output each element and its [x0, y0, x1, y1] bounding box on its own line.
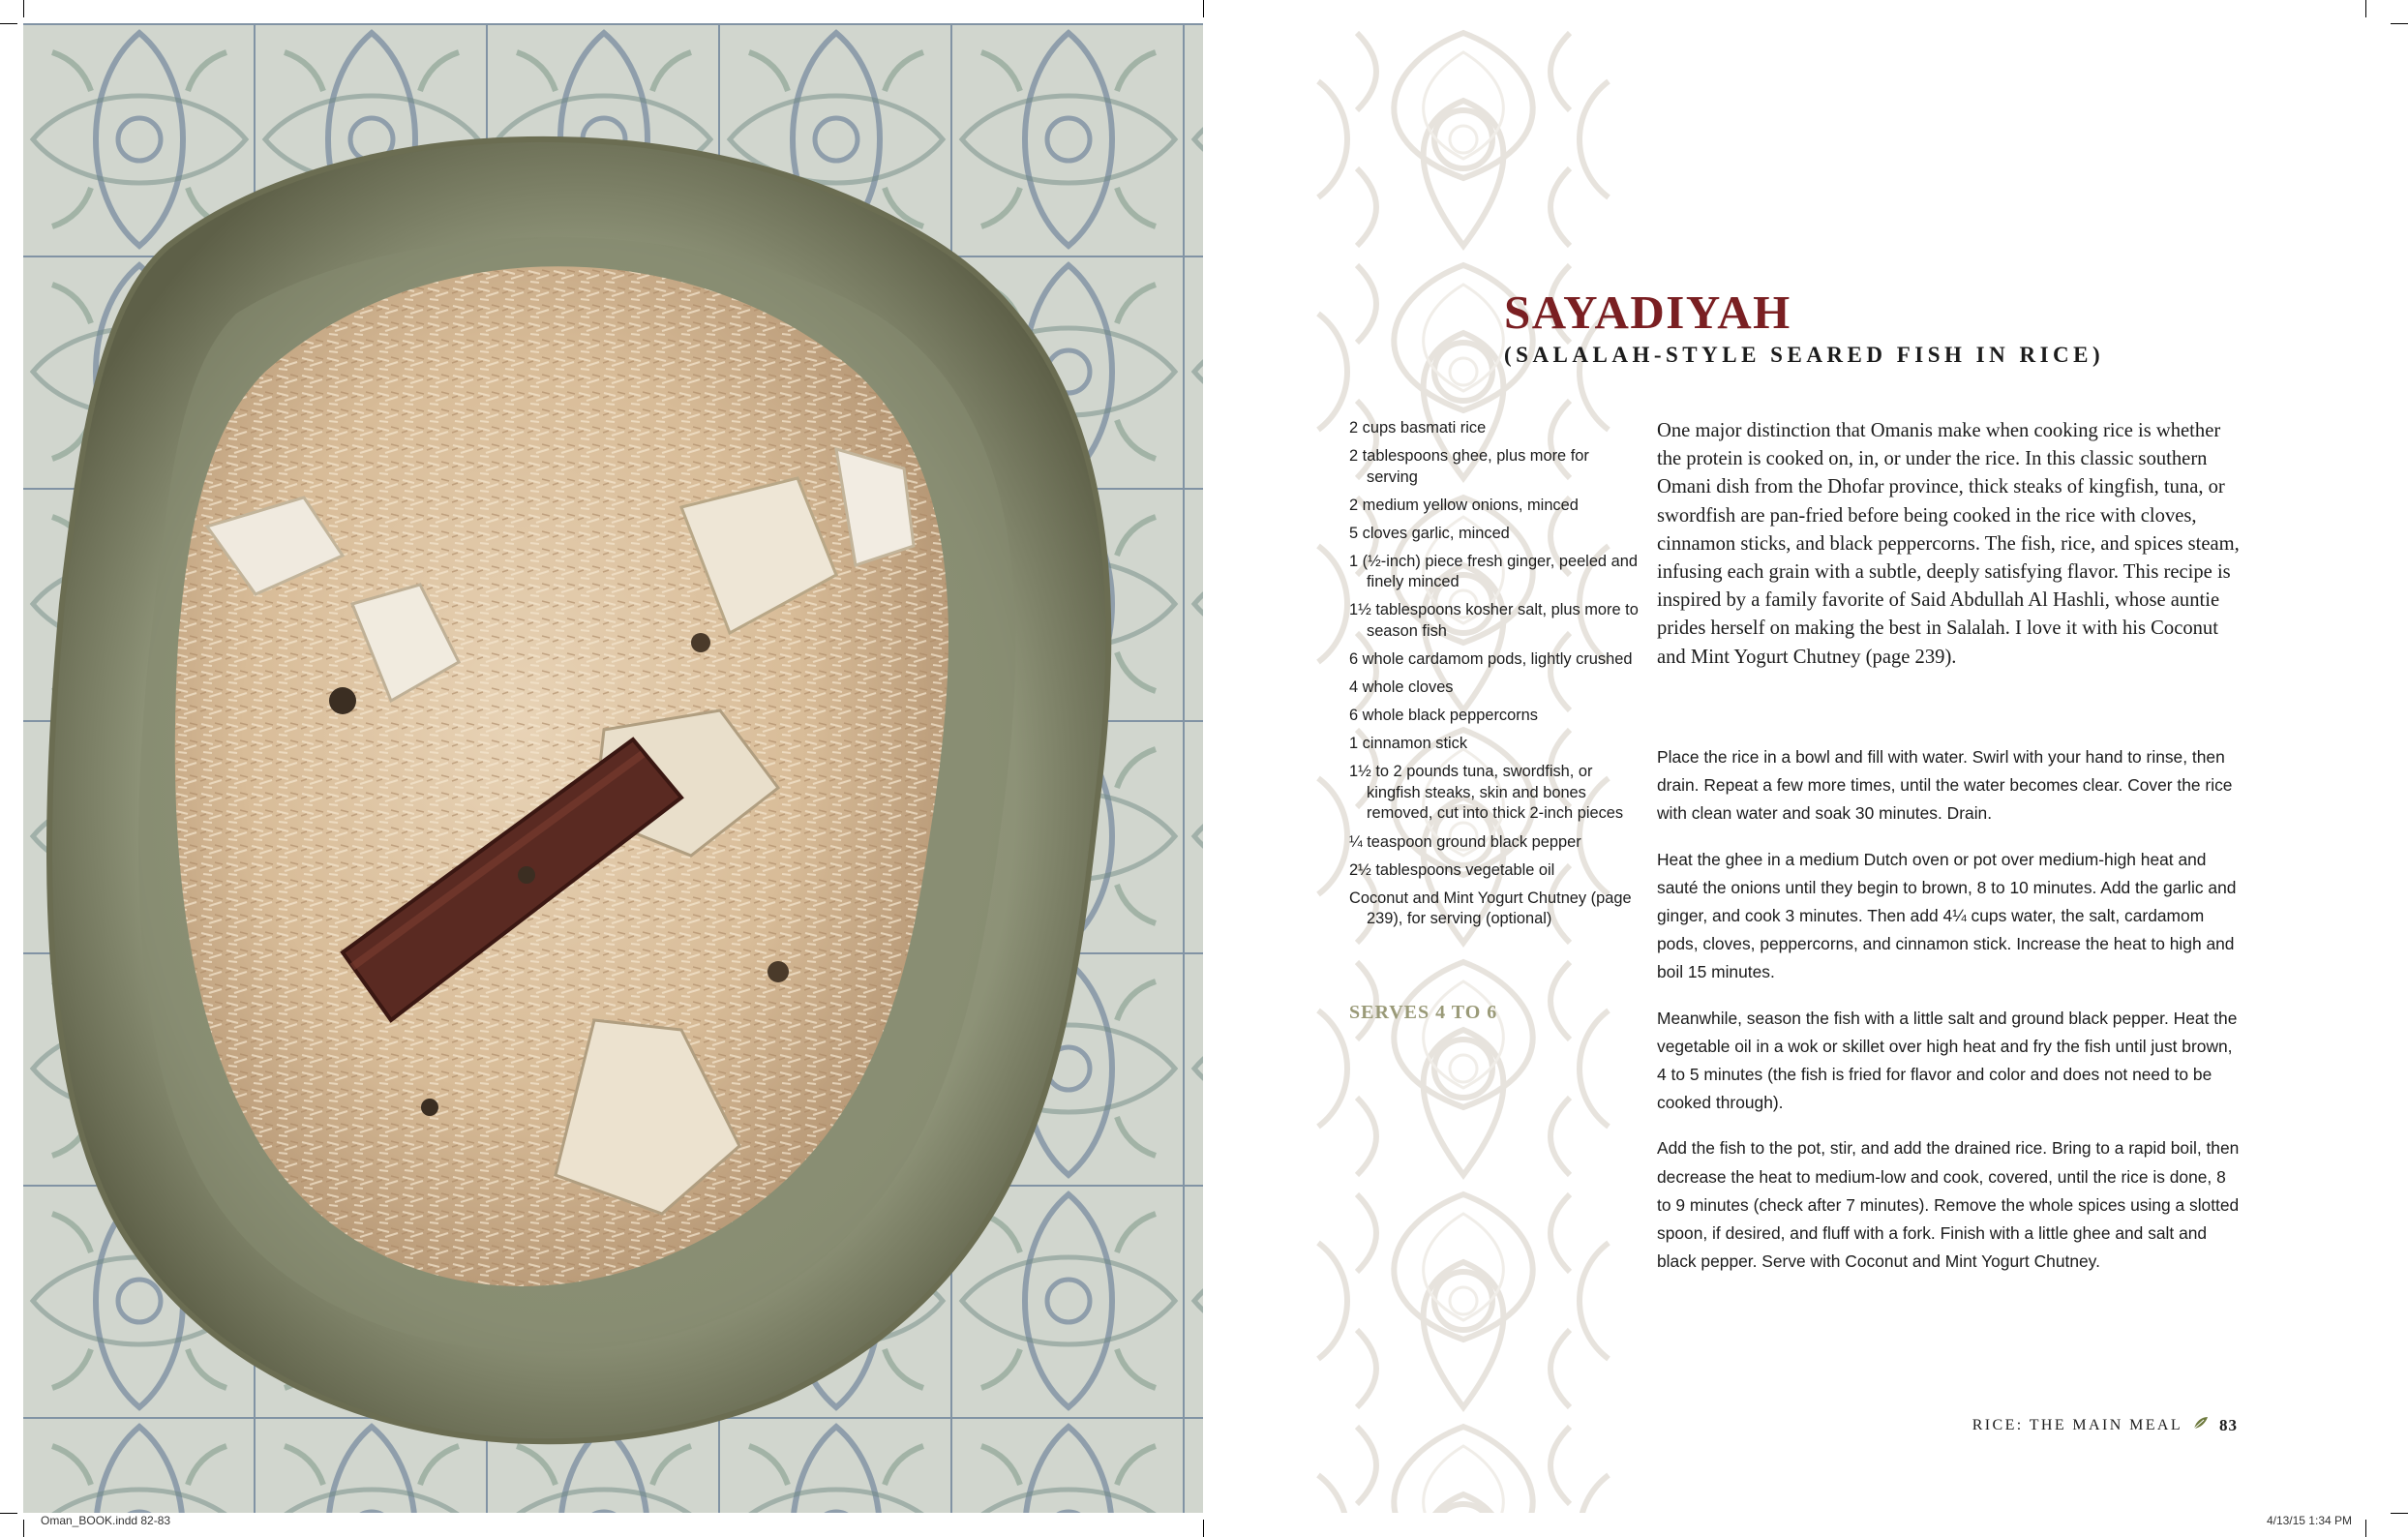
- crop-mark: [2365, 1520, 2366, 1537]
- recipe-headnote: One major distinction that Omanis make when cooking rice is whether the protein is cooked on, in, or under the rice. In this classic southern Omani dish from the Dhofar province, thick steaks of kingfish, tuna, or swordfish are pan-fried before being cooked in the rice with cloves, cinnamon sticks, and black peppercorns. The fish, rice, and spices steam, infusing each grain with a subtle, deeply satisfying flavor. This recipe is inspired by a family favorite of Said Abdullah Al Hashli, whose auntie prides herself on making the best in Salalah. I love it with his Coconut and Mint Yogurt Chutney (page 239).: [1657, 420, 2240, 668]
- ingredients-list: [1349, 418, 1640, 937]
- ingredient-item: ¼ teaspoon ground black pepper: [1349, 832, 1581, 851]
- crop-mark: [1203, 0, 1204, 17]
- serves-label: SERVES 4 TO 6: [1349, 1002, 1498, 1023]
- ingredient-item: 2 cups basmati rice: [1349, 419, 1487, 437]
- recipe-photo: [23, 23, 1203, 1513]
- ingredient-item: 2 medium yellow onions, minced: [1349, 496, 1579, 514]
- crop-mark: [23, 0, 24, 17]
- ingredient-item: 1½ tablespoons kosher salt, plus more to season fish: [1349, 601, 1639, 640]
- crop-mark: [23, 1520, 24, 1537]
- recipe-title: SAYADIYAH: [1504, 286, 1791, 339]
- recipe-subtitle: (SALALAH-STYLE SEARED FISH IN RICE): [1504, 343, 2105, 367]
- crop-mark: [2391, 1513, 2408, 1514]
- ingredient-item: 4 whole cloves: [1349, 678, 1454, 697]
- slug-timestamp: 4/13/15 1:34 PM: [2266, 1514, 2352, 1527]
- method-step: Add the fish to the pot, stir, and add the drained rice. Bring to a rapid boil, then decrease the heat to medium-low and cook, covered, until the rice is done, 8 to 9 minutes (check after 7 minutes). Remove the whole spices using a slotted spoon, if desired, and fluff with a fork. Finish with a little ghee and salt and black pepper. Serve with Coconut and Mint Yogurt Chutney.: [1657, 1138, 2240, 1272]
- ingredient-item: 1 (½-inch) piece fresh ginger, peeled and finely minced: [1349, 552, 1638, 591]
- ingredient-item: 1½ to 2 pounds tuna, swordfish, or kingfish steaks, skin and bones removed, cut into thick 2-inch pieces: [1349, 763, 1624, 823]
- ingredient-item: 6 whole black peppercorns: [1349, 707, 1538, 725]
- method-step: Place the rice in a bowl and fill with water. Swirl with your hand to rinse, then drain. Repeat a few more times, until the water becomes clear. Cover the rice with clean water and soak 30 minutes. Drain.: [1657, 747, 2233, 824]
- crop-mark: [1203, 1520, 1204, 1537]
- leaf-ornament-icon: [2192, 1415, 2210, 1435]
- ingredient-item: 1 cinnamon stick: [1349, 735, 1468, 753]
- crop-mark: [2391, 23, 2408, 24]
- ingredient-item: 6 whole cardamom pods, lightly crushed: [1349, 650, 1633, 669]
- crop-mark: [0, 23, 17, 24]
- slug-filename: Oman_BOOK.indd 82-83: [41, 1514, 171, 1527]
- ingredient-item: 5 cloves garlic, minced: [1349, 524, 1510, 542]
- method-step: Meanwhile, season the fish with a little salt and ground black pepper. Heat the vegetable oil in a wok or skillet over high heat and fry the fish until just brown, 4 to 5 minutes (the fish is fried for flavor and color and does not need to be cooked through).: [1657, 1008, 2238, 1113]
- page-footer: [1972, 1415, 2238, 1435]
- ingredient-item: 2 tablespoons ghee, plus more for serving: [1349, 447, 1589, 486]
- ingredient-item: 2½ tablespoons vegetable oil: [1349, 860, 1555, 879]
- crop-mark: [2365, 0, 2366, 17]
- ingredient-item: Coconut and Mint Yogurt Chutney (page 239), for serving (optional): [1349, 889, 1632, 928]
- method-section: [1657, 743, 2243, 1293]
- method-step: Heat the ghee in a medium Dutch oven or pot over medium-high heat and sauté the onions until they begin to brown, 8 to 10 minutes. Add the garlic and ginger, and cook 3 minutes. Then add 4¼ cups water, the salt, cardamom pods, cloves, peppercorns, and cinnamon stick. Increase the heat to high and boil 15 minutes.: [1657, 849, 2237, 982]
- crop-mark: [0, 1513, 17, 1514]
- running-head: RICE: THE MAIN MEAL: [1972, 1416, 2182, 1433]
- page-number: 83: [2219, 1415, 2238, 1434]
